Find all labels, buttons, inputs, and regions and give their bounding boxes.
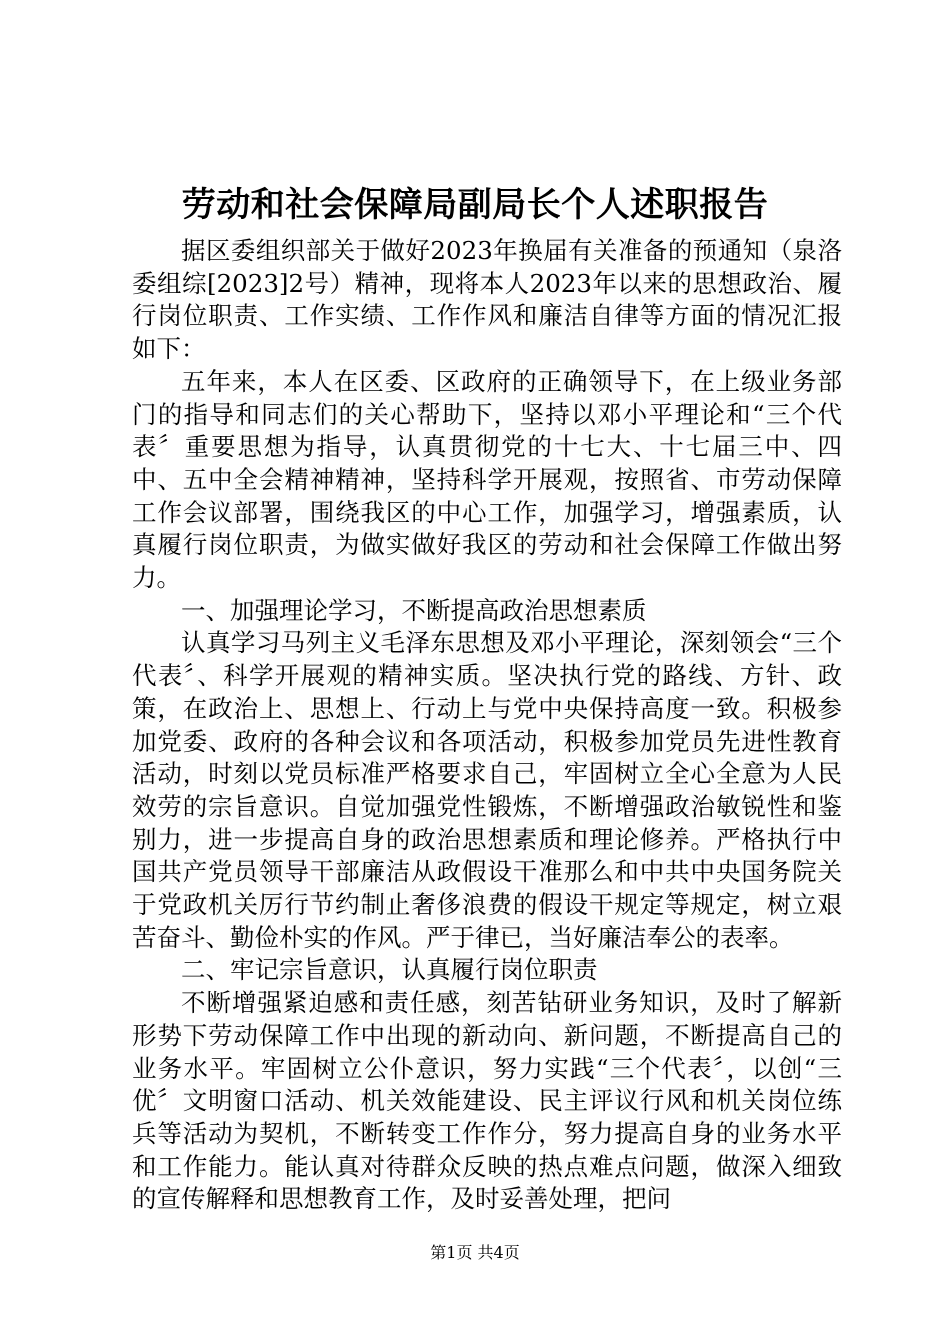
section-heading-1: 一、加强理论学习，不断提高政治思想素质 xyxy=(181,595,647,625)
document-title: 劳动和社会保障局副局长个人述职报告 xyxy=(181,185,769,225)
paragraph-intro: 据区委组织部关于做好2023年换届有关准备的预通知（泉洛委组综[2023]2号）精神，现将本人2023年以来的思想政治、履行岗位职责、工作实绩、工作作风和廉洁自律等方面的情况汇报如下： xyxy=(132,236,842,364)
paragraph-overview: 五年来，本人在区委、区政府的正确领导下，在上级业务部门的指导和同志们的关心帮助下，坚持以邓小平理论和“三个代表〞重要思想为指导，认真贯彻党的十七大、十七届三中、四中、五中全会精神精神，坚持科学开展观，按照省、市劳动保障工作会议部署，围绕我区的中心工作，加强学习，增强素质，认真履行岗位职责，为做实做好我区的劳动和社会保障工作做出努力。 xyxy=(132,366,842,593)
paragraph-section-1: 认真学习马列主义毛泽东思想及邓小平理论，深刻领会“三个代表〞、科学开展观的精神实质。坚决执行党的路线、方针、政策，在政治上、思想上、行动上与党中央保持高度一致。积极参加党委、政府的各种会议和各项活动，积极参加党员先进性教育活动，时刻以党员标准严格要求自己，牢固树立全心全意为人民效劳的宗旨意识。自觉加强党性锻炼，不断增强政治敏锐性和鉴别力，进一步提高自身的政治思想素质和理论修养。严格执行中国共产党员领导干部廉洁从政假设干准那么和中共中央国务院关于党政机关厉行节约制止奢侈浪费的假设干规定等规定，树立艰苦奋斗、勤俭朴实的作风。严于律已，当好廉洁奉公的表率。 xyxy=(132,628,842,952)
paragraph-section-2: 不断增强紧迫感和责任感，刻苦钻研业务知识，及时了解新形势下劳动保障工作中出现的新动向、新问题，不断提高自己的业务水平。牢固树立公仆意识，努力实践“三个代表〞，以创“三优〞文明窗口活动、机关效能建设、民主评议行风和机关岗位练兵等活动为契机，不断转变工作作分，努力提高自身的业务水平和工作能力。能认真对待群众反映的热点难点问题，做深入细致的宣传解释和思想教育工作，及时妥善处理，把问 xyxy=(132,988,842,1214)
section-heading-2: 二、牢记宗旨意识，认真履行岗位职责 xyxy=(181,955,598,985)
page-number: 第1页 共4页 xyxy=(430,1243,520,1262)
document-body xyxy=(132,235,842,1216)
